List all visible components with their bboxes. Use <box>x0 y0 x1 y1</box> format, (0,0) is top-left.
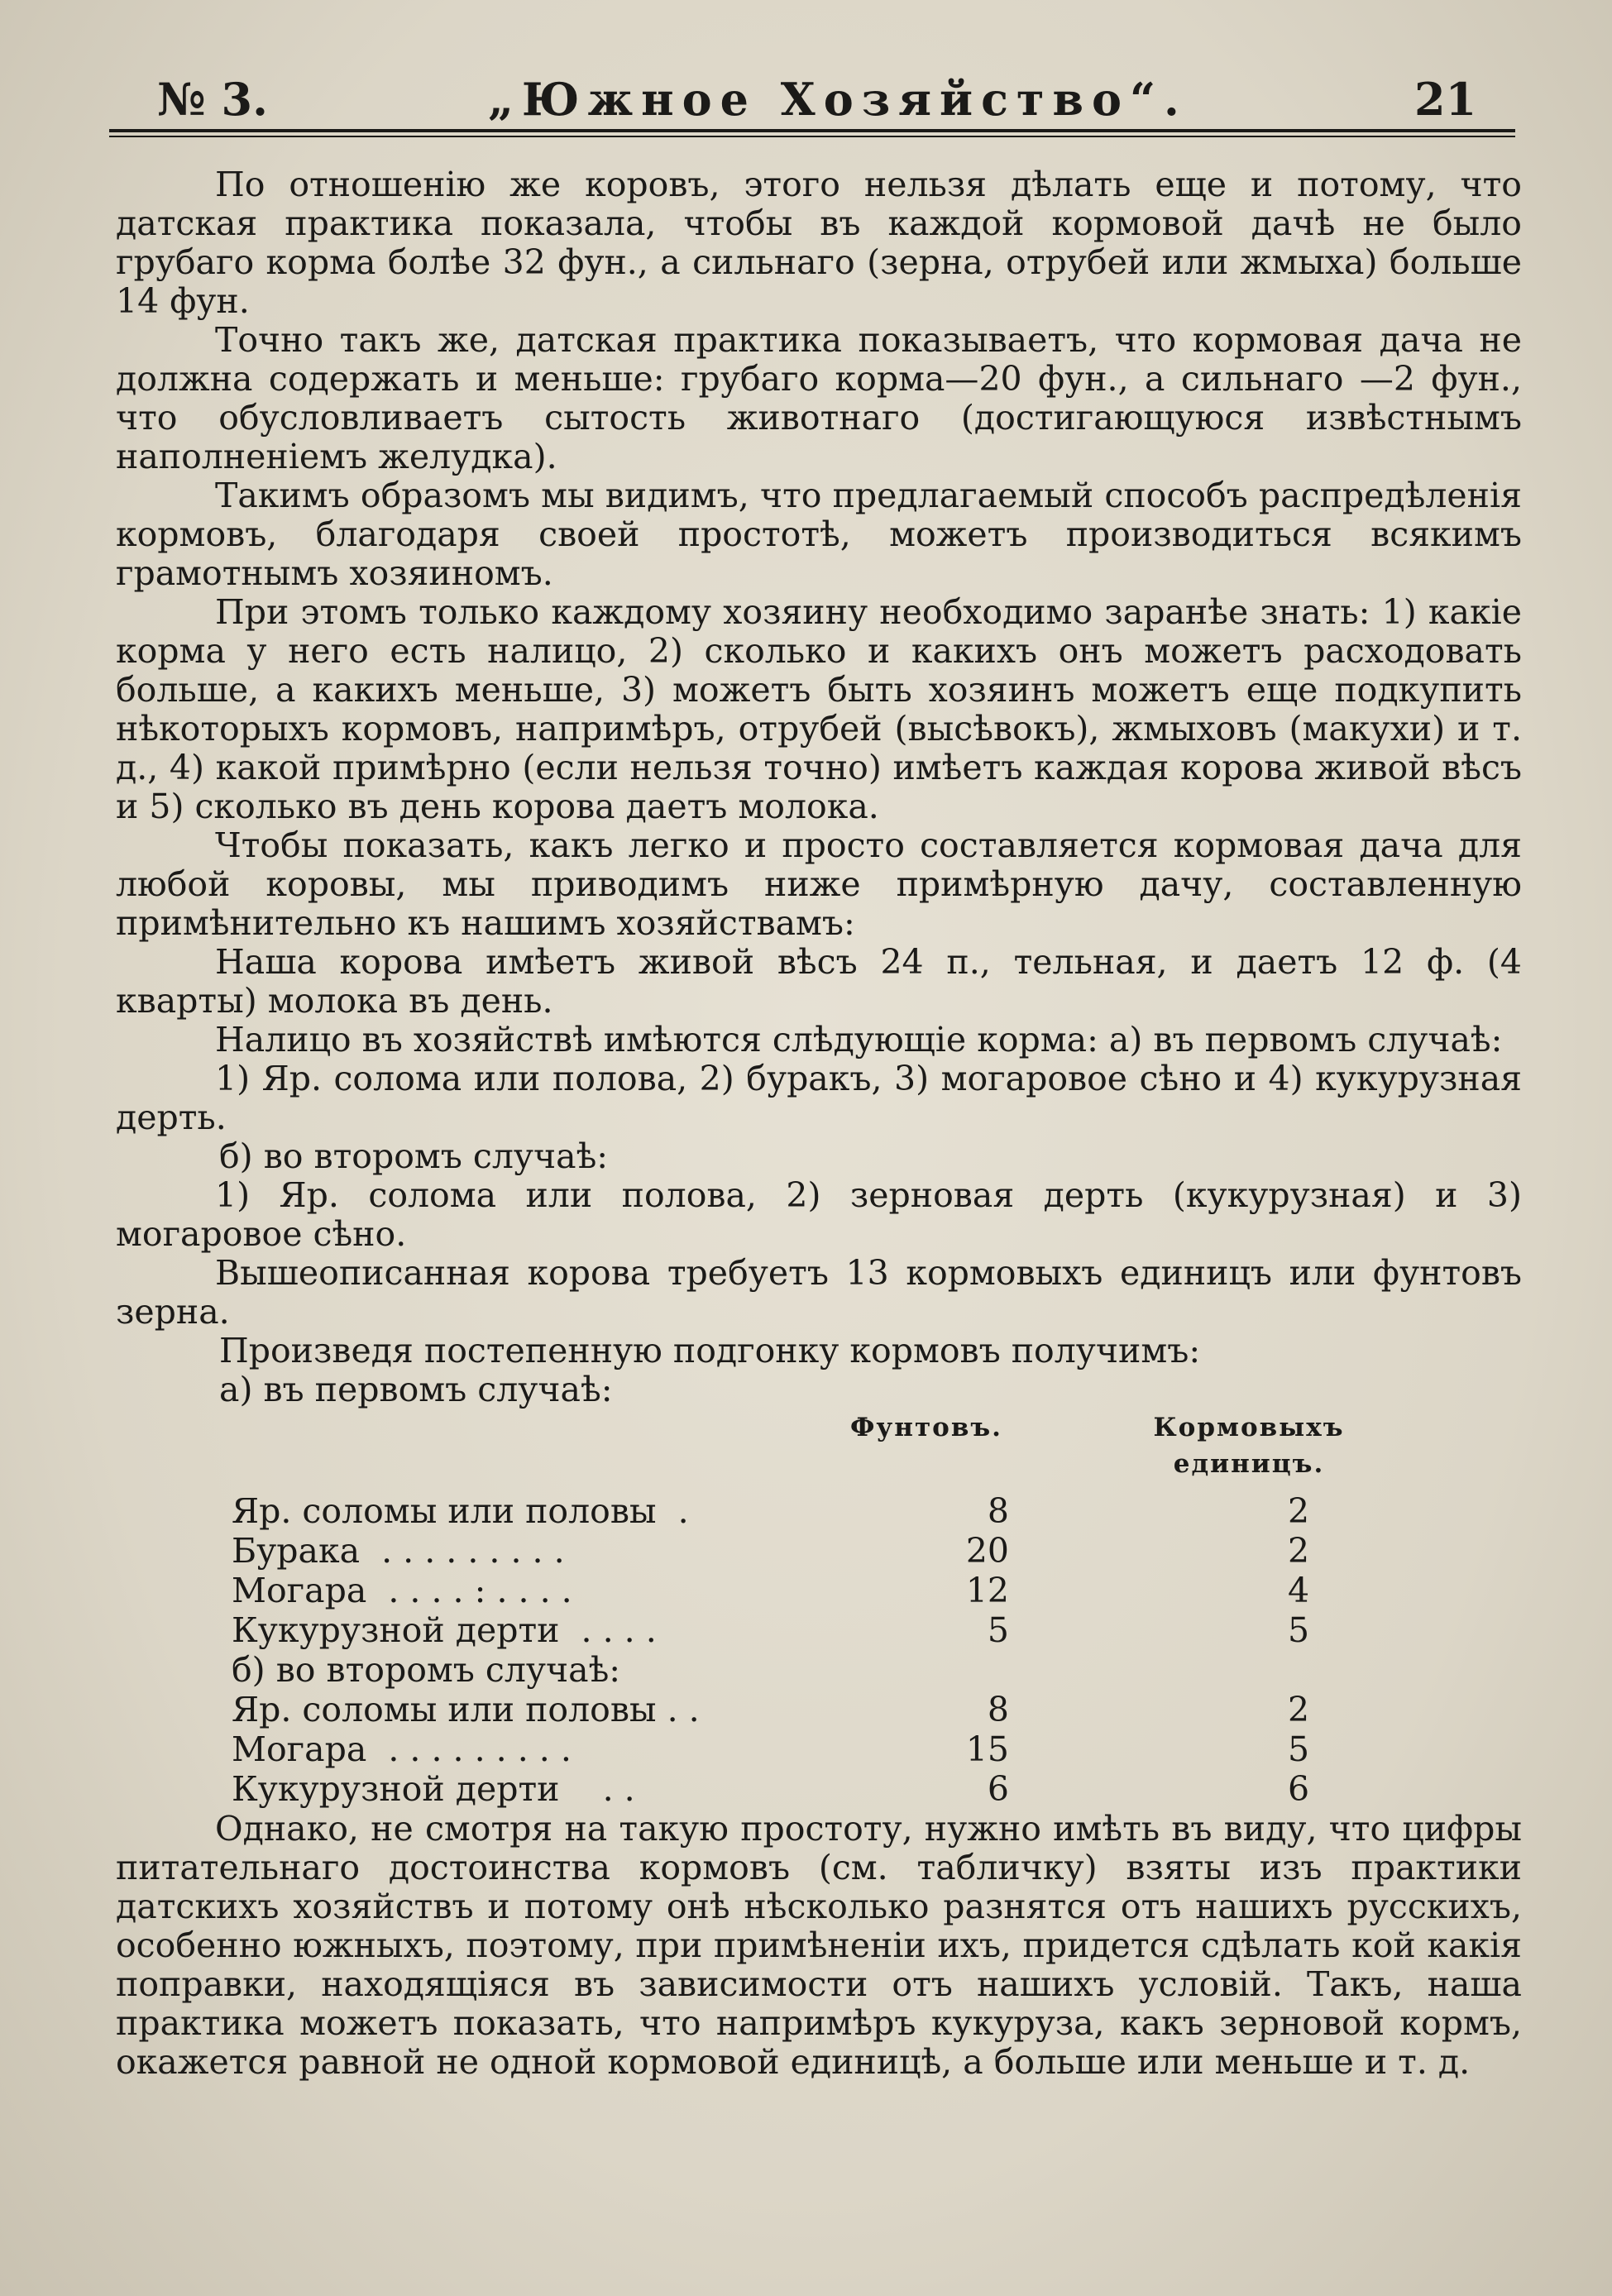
issue-number: № 3. <box>157 73 268 126</box>
paragraph-cows-limits: По отношенію же коровъ, этого нельзя дѣлать еще и потому, что датская практика показала, чтобы въ каждой кормовой дачѣ не было грубаго корма болѣе 32 фун., а сильнаго (зерна, отрубей или жмыха) больше 14 фун. <box>116 165 1522 321</box>
feed-name: Могара . . . . : . . . . <box>232 1571 572 1610</box>
feed-pounds: 8 <box>987 1491 1009 1531</box>
feed-name: Яр. соломы или половы . . <box>232 1690 700 1729</box>
feed-name: Яр. соломы или половы . <box>232 1491 689 1531</box>
feed-name: Кукурузной дерти . . <box>232 1769 635 1809</box>
feed-units: 5 <box>1287 1610 1310 1650</box>
feed-name: Бурака . . . . . . . . . <box>232 1531 565 1571</box>
paragraph-closing: Однако, не смотря на такую простоту, нужно имѣть въ виду, что цифры питательнаго достоинства кормовъ (см. табличку) взяты изъ практики датскихъ хозяйствъ и потому онѣ нѣсколько разнятся отъ нашихъ русскихъ, особенно южныхъ, поэтому, при примѣненіи ихъ, придется сдѣлать кой какія поправки, находящіяся въ зависимости отъ нашихъ условій. Такъ, наша практика можетъ показать, что напримѣръ кукуруза, какъ зерновой кормъ, окажется равной не одной кормовой единицѣ, а больше или меньше и т. д. <box>116 1809 1522 2082</box>
article-body <box>116 165 1522 2082</box>
case2-feed-list: 1) Яр. солома или полова, 2) зерновая дерть (кукурузная) и 3) могаровое сѣно. <box>116 1175 1522 1254</box>
feed-units: 2 <box>1287 1690 1310 1729</box>
feed-units: 4 <box>1287 1571 1310 1610</box>
fitting-case1-label: а) въ первомъ случаѣ: <box>219 1370 613 1409</box>
paragraph-simplicity: Такимъ образомъ мы видимъ, что предлагаемый способъ распредѣленія кормовъ, благодаря своей простотѣ, можетъ производиться всякимъ грамотнымъ хозяиномъ. <box>116 476 1522 593</box>
table-header <box>116 1409 1522 1492</box>
feed-units: 2 <box>1287 1491 1310 1531</box>
page-header <box>108 65 1514 139</box>
feed-pounds: 6 <box>987 1769 1009 1809</box>
table-case2-label <box>116 1651 1522 1691</box>
column-header-pounds: Фунтовъ. <box>850 1413 1002 1442</box>
table-row <box>116 1730 1522 1770</box>
column-header-feed-units: Кормовыхъ единицъ. <box>1153 1413 1345 1479</box>
table-row <box>116 1571 1522 1611</box>
paragraph-available-feeds: Налицо въ хозяйствѣ имѣются слѣдующіе корма: а) въ первомъ случаѣ: <box>215 1020 1503 1060</box>
paragraph-example-intro: Чтобы показать, какъ легко и просто составляется кормовая дача для любой коровы, мы приводимъ ниже примѣрную дачу, составленную примѣнительно къ нашимъ хозяйствамъ: <box>116 825 1522 943</box>
fitting-intro: Произведя постепенную подгонку кормовъ получимъ: <box>219 1331 1201 1370</box>
paragraph-requirement: Вышеописанная корова требуетъ 13 кормовыхъ единицъ или фунтовъ зерна. <box>116 1253 1522 1332</box>
case2-heading: б) во второмъ случаѣ: <box>219 1136 609 1176</box>
case1-feed-list: 1) Яр. солома или полова, 2) буракъ, 3) могаровое сѣно и 4) кукурузная дерть. <box>116 1059 1522 1137</box>
feed-units: 2 <box>1287 1531 1310 1571</box>
header-rule-thick <box>109 129 1515 132</box>
page-number: 21 <box>1414 73 1477 126</box>
feed-units: 5 <box>1287 1729 1310 1769</box>
ration-table <box>116 1409 1522 1810</box>
feed-pounds: 8 <box>987 1690 1009 1729</box>
table-row <box>116 1611 1522 1651</box>
feed-pounds: 12 <box>965 1571 1009 1610</box>
header-rule-thin <box>109 136 1515 137</box>
table-row <box>116 1532 1522 1571</box>
case2-label-text: б) во второмъ случаѣ: <box>232 1650 621 1690</box>
paragraph-owner-knowledge: При этомъ только каждому хозяину необходимо заранѣе знать: 1) какіе корма у него есть налицо, 2) сколько и какихъ онъ можетъ расходовать больше, а какихъ меньше, 3) можетъ быть хозяинъ можетъ еще подкупить нѣкоторыхъ кормовъ, напримѣръ, отрубей (высѣвокъ), жмыховъ (макухи) и т. д., 4) какой примѣрно (если нельзя точно) имѣетъ каждая корова живой вѣсъ и 5) сколько въ день корова даетъ молока. <box>116 592 1522 826</box>
table-row <box>116 1691 1522 1730</box>
feed-pounds: 5 <box>987 1610 1009 1650</box>
feed-name: Кукурузной дерти . . . . <box>232 1610 657 1650</box>
feed-pounds: 20 <box>965 1531 1009 1571</box>
paragraph-minimum-ration: Точно такъ же, датская практика показываетъ, что кормовая дача не должна содержать и меньше: грубаго корма—20 фун., а сильнаго —2 фун., что обусловливаетъ сытость животнаго (достигающуюся извѣстнымъ наполненіемъ желудка). <box>116 320 1522 476</box>
feed-name: Могара . . . . . . . . . <box>232 1729 572 1769</box>
feed-pounds: 15 <box>965 1729 1009 1769</box>
journal-title: „Южное Хозяйство“. <box>488 73 1188 126</box>
paragraph-cow-description: Наша корова имѣетъ живой вѣсъ 24 п., тельная, и даетъ 12 ф. (4 кварты) молока въ день. <box>116 942 1522 1021</box>
feed-units: 6 <box>1287 1769 1310 1809</box>
table-row <box>116 1770 1522 1810</box>
table-row <box>116 1492 1522 1532</box>
